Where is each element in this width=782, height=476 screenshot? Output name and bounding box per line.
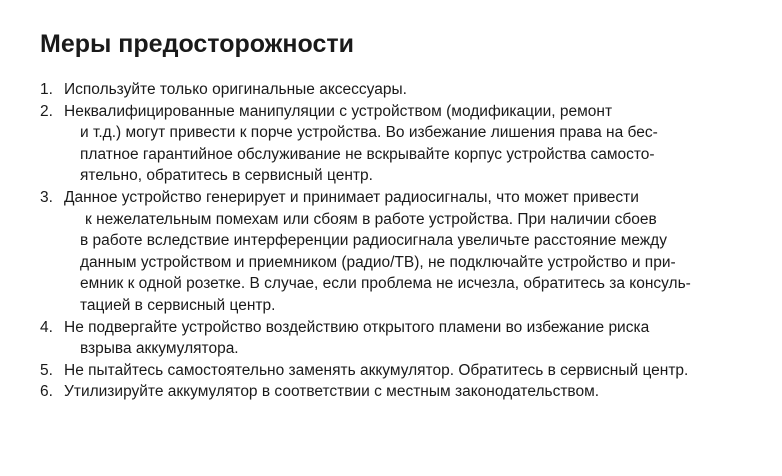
list-item-number: 1. — [40, 81, 53, 98]
list-item-text-line: Используйте только оригинальные аксессуары. — [64, 81, 407, 98]
list-item-text-line: взрыва аккумулятора. — [80, 340, 239, 358]
list-item-text-line: емник к одной розетке. В случае, если проблема не исчезла, обратитесь за консуль- — [80, 275, 691, 293]
list-item — [40, 317, 770, 360]
list-item-text-line: Не подвергайте устройство воздействию открытого пламени во избежание риска — [64, 318, 650, 336]
list-item-number: 6. — [40, 383, 53, 401]
list-item-number: 5. — [40, 361, 53, 379]
list-item-text-line: ятельно, обратитесь в сервисный центр. — [80, 167, 373, 185]
precautions-list — [40, 79, 770, 403]
list-item-text-line: в работе вследствие интерференции радиосигнала увеличьте расстояние между — [80, 232, 667, 250]
page-title: Меры предосторожности — [40, 30, 354, 58]
list-item-text-line: к нежелательным помехам или сбоям в работе устройства. При наличии сбоев — [85, 210, 657, 228]
list-item-text-line: платное гарантийное обслуживание не вскрывайте корпус устройства самосто- — [80, 145, 655, 163]
list-item-text-line: тацией в сервисный центр. — [80, 296, 276, 314]
list-item-text-line: Не пытайтесь самостоятельно заменять аккумулятор. Обратитесь в сервисный центр. — [64, 361, 689, 379]
list-item-text-line: Утилизируйте аккумулятор в соответствии с местным законодательством. — [64, 383, 600, 401]
list-item-number: 2. — [40, 102, 53, 120]
list-item — [40, 101, 770, 187]
list-item-text-line: Неквалифицированные манипуляции с устройством (модификации, ремонт — [64, 102, 613, 120]
list-item-number: 4. — [40, 318, 53, 336]
list-item-text-line: и т.д.) могут привести к порче устройства. Во избежание лишения права на бес- — [80, 124, 658, 142]
list-item-text-line: данным устройством и приемником (радио/ТВ), не подключайте устройство и при- — [80, 253, 676, 271]
list-item-number: 3. — [40, 188, 53, 206]
list-item — [40, 360, 770, 382]
list-item-text-line: Данное устройство генерирует и принимает радиосигналы, что может привести — [64, 188, 639, 206]
list-item — [40, 187, 770, 317]
list-item — [40, 79, 770, 101]
list-item — [40, 381, 770, 403]
